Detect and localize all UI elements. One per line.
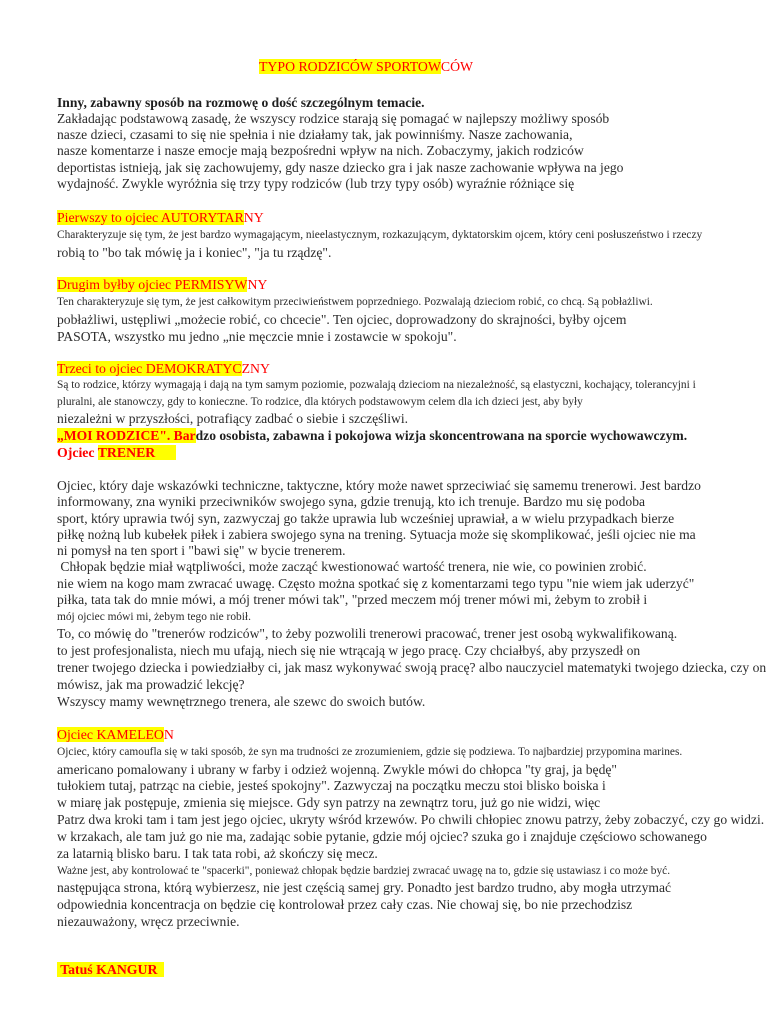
section-line: Ojciec, który camouflа się w taki sposób, że syn ma trudności ze zrozumieniem, gdzie się podziewa. To najbardziej przypomina marines. xyxy=(57,746,683,758)
section-line: niezależni w przyszłości, potrafiący zadbać o siebie i szczęśliwi. xyxy=(57,411,409,426)
heading-red: Ojciec xyxy=(57,445,98,460)
intro-line: nasze komentarze i nasze emocje mają bezpośredni wpływ na nich. Zobaczymy, jakich rodziców xyxy=(57,143,584,158)
section-line: sport, który uprawia twój syn, zazwyczaj go także uprawia lub wcześniej uprawiał, a w wielu przypadkach bierze xyxy=(57,511,675,526)
intro-line: wydajność. Zwykle wyróżnia się trzy typy rodziców (lub trzy typy osób) wyraźnie różniące się xyxy=(57,176,575,191)
section-line: nie wiem na kogo mam zwracać uwagę. Często można spotkać się z komentarzami tego typu "nie wiem jak uderzyć" xyxy=(57,576,695,591)
section-heading-permisywny xyxy=(57,276,267,293)
title-rest: CÓW xyxy=(440,59,474,74)
section-line: tułokiem tutaj, patrząc na ciebie, jesteś spokojny". Zazwyczaj na początku meczu stoi blisko boiska i xyxy=(57,778,606,793)
section-heading-demokratyczny xyxy=(57,360,270,377)
intro-heading: Inny, zabawny sposób na rozmowę o dość szczególnym temacie. xyxy=(57,95,425,110)
moi-rodzice-rest: dzo osobista, zabawna i pokojowa wizja skoncentrowana na sporcie wychowawczym. xyxy=(195,428,688,443)
section-heading-autorytarny xyxy=(57,209,264,226)
section-line: Charakteryzuje się tym, że jest bardzo wymagającym, nieelastycznym, rozkazującym, dyktatorskim ojcem, który ceni posłuszeństwo i rzeczy xyxy=(57,229,703,241)
section-line: Wszyscy mamy wewnętrznego trenera, ale szewc do swoich butów. xyxy=(57,694,426,709)
section-line: Chłopak będzie miał wątpliwości, może zacząć kwestionować wartość trenera, nie wie, co powinien zrobić. xyxy=(57,559,647,574)
section-line: PASOTA, wszystko mu jedno „nie męczcie mnie i zostawcie w spokoju". xyxy=(57,329,457,344)
section-line: piłkę nożną lub kubełek piłek i zabiera swojego syna na trening. Sytuacja może się skomplikować, jeśli ojciec nie ma xyxy=(57,527,696,542)
section-line: informowany, zna wyniki przeciwników swojego syna, gdzie trenują, kto ich trenuje. Bardzo mu się podoba xyxy=(57,494,646,509)
section-line: za latarnią blisko baru. I tak tata robi, aż skończy się mecz. xyxy=(57,846,378,861)
section-line: odpowiednia koncentracja on będzie cię kontrolował przez cały czas. Nie chowaj się, bo nie przechodzisz xyxy=(57,897,633,912)
section-line: Są to rodzice, którzy wymagają i dają na tym samym poziomie, pozwalają dzieciom na niezależność, są elastyczni, kochający, tolerancyjni i xyxy=(57,379,696,391)
heading-highlight: Ojciec KAMELEO xyxy=(57,727,164,742)
section-line: niezauważony, wręcz przeciwnie. xyxy=(57,914,240,929)
title-highlight: TYPO RODZICÓW SPORTOW xyxy=(259,59,441,74)
moi-rodzice-line xyxy=(57,428,687,444)
section-line: Patrz dwa kroki tam i tam jest jego ojciec, ukryty wśród krzewów. Po chwili chłopiec znowu patrzy, żeby zobaczyć, czy go widzi. xyxy=(57,812,765,827)
section-line: to jest profesjonalista, niech mu ufają, niech się nie wtrącają w jego pracę. Czy chciałbyś, aby przyszedł on xyxy=(57,643,641,658)
section-line: ni pomysł na ten sport i "bawi się" w bycie trenerem. xyxy=(57,543,346,558)
heading-rest: NY xyxy=(243,210,264,225)
section-line: Ten charakteryzuje się tym, że jest całkowitym przeciwieństwem poprzedniego. Pozwalają dzieciom robić, co chcą. Są pobłażliwi. xyxy=(57,296,653,308)
heading-highlight: Tatuś KANGUR xyxy=(57,962,165,977)
section-line: następująca strona, którą wybierzesz, nie jest częścią samej gry. Ponadto jest bardzo trudno, aby mogła utrzymać xyxy=(57,880,672,895)
section-heading-kangur xyxy=(57,961,164,978)
section-line: mówisz, jak ma prowadzić lekcję? xyxy=(57,677,245,692)
heading-highlight: Drugim byłby ojciec PERMISYW xyxy=(57,277,248,292)
section-line: mój ojciec mówi mi, żebym tego nie robił. xyxy=(57,611,251,623)
heading-rest: ZNY xyxy=(241,361,270,376)
section-line: trener twojego dziecka i powiedziałby ci, jak masz wykonywać swoją pracę? albo nauczyciel matematyki twojego dziecka, czy on xyxy=(57,660,767,675)
intro-line: deportistas istnieją, jak się zachowujemy, gdy nasze dziecko gra i jak nasze zachowanie wpływa na jego xyxy=(57,160,624,175)
section-line: Ojciec, który daje wskazówki techniczne, taktyczne, który może nawet sprzeciwiać się samemu trenerowi. Jest bardzo xyxy=(57,478,701,493)
section-line: americano pomalowany i ubrany w farby i odzież wojenną. Zwykle mówi do chłopca "ty graj, ja będę" xyxy=(57,762,617,777)
section-line: pluralni, ale stanowczy, gdy to konieczne. To rodzice, dla których podstawowym celem dla ich dzieci jest, aby były xyxy=(57,396,583,408)
section-heading-kameleon xyxy=(57,726,174,743)
document-title xyxy=(259,58,473,75)
section-line: Ważne jest, aby kontrolować te "spacerki", ponieważ chłopak będzie bardziej zwracać uwagę na to, gdzie się ustawiasz i co może być. xyxy=(57,865,671,877)
heading-rest: NY xyxy=(247,277,268,292)
heading-rest: N xyxy=(163,727,174,742)
moi-rodzice-highlight: „MOI RODZICE". Bar xyxy=(57,428,196,443)
intro-line: Zakładając podstawową zasadę, że wszyscy rodzice starają się pomagać w najlepszy możliwy sposób xyxy=(57,111,610,126)
heading-highlight: Trzeci to ojciec DEMOKRATYC xyxy=(57,361,242,376)
section-line: w krzakach, ale tam już go nie ma, zadając sobie pytanie, gdzie mój ojciec? szuka go i znajduje częściowo schowanego xyxy=(57,829,707,844)
section-line: robią to "bo tak mówię ja i koniec", "ja tu rządzę". xyxy=(57,245,332,260)
section-heading-trener xyxy=(57,444,176,461)
intro-line: nasze dzieci, czasami to się nie spełnia i nie działamy tak, jak powinniśmy. Nasze zachowania, xyxy=(57,127,573,142)
section-line: pobłażliwi, ustępliwi „możecie robić, co chcecie". Ten ojciec, doprowadzony do skrajności, byłby ojcem xyxy=(57,312,627,327)
section-line: To, co mówię do "trenerów rodziców", to żeby pozwolili trenerowi pracować, trener jest osobą wykwalifikowaną. xyxy=(57,626,678,641)
section-line: piłka, tata tak do mnie mówi, a mój trener mówi tak", "przed meczem mój trener mówi mi, żebym to zrobił i xyxy=(57,592,648,607)
heading-highlight: Pierwszy to ojciec AUTORYTAR xyxy=(57,210,244,225)
section-line: w miarę jak postępuje, zmienia się miejsce. Gdy syn patrzy na zewnątrz toru, już go nie widzi, więc xyxy=(57,795,601,810)
heading-highlight: TRENER xyxy=(97,445,176,460)
